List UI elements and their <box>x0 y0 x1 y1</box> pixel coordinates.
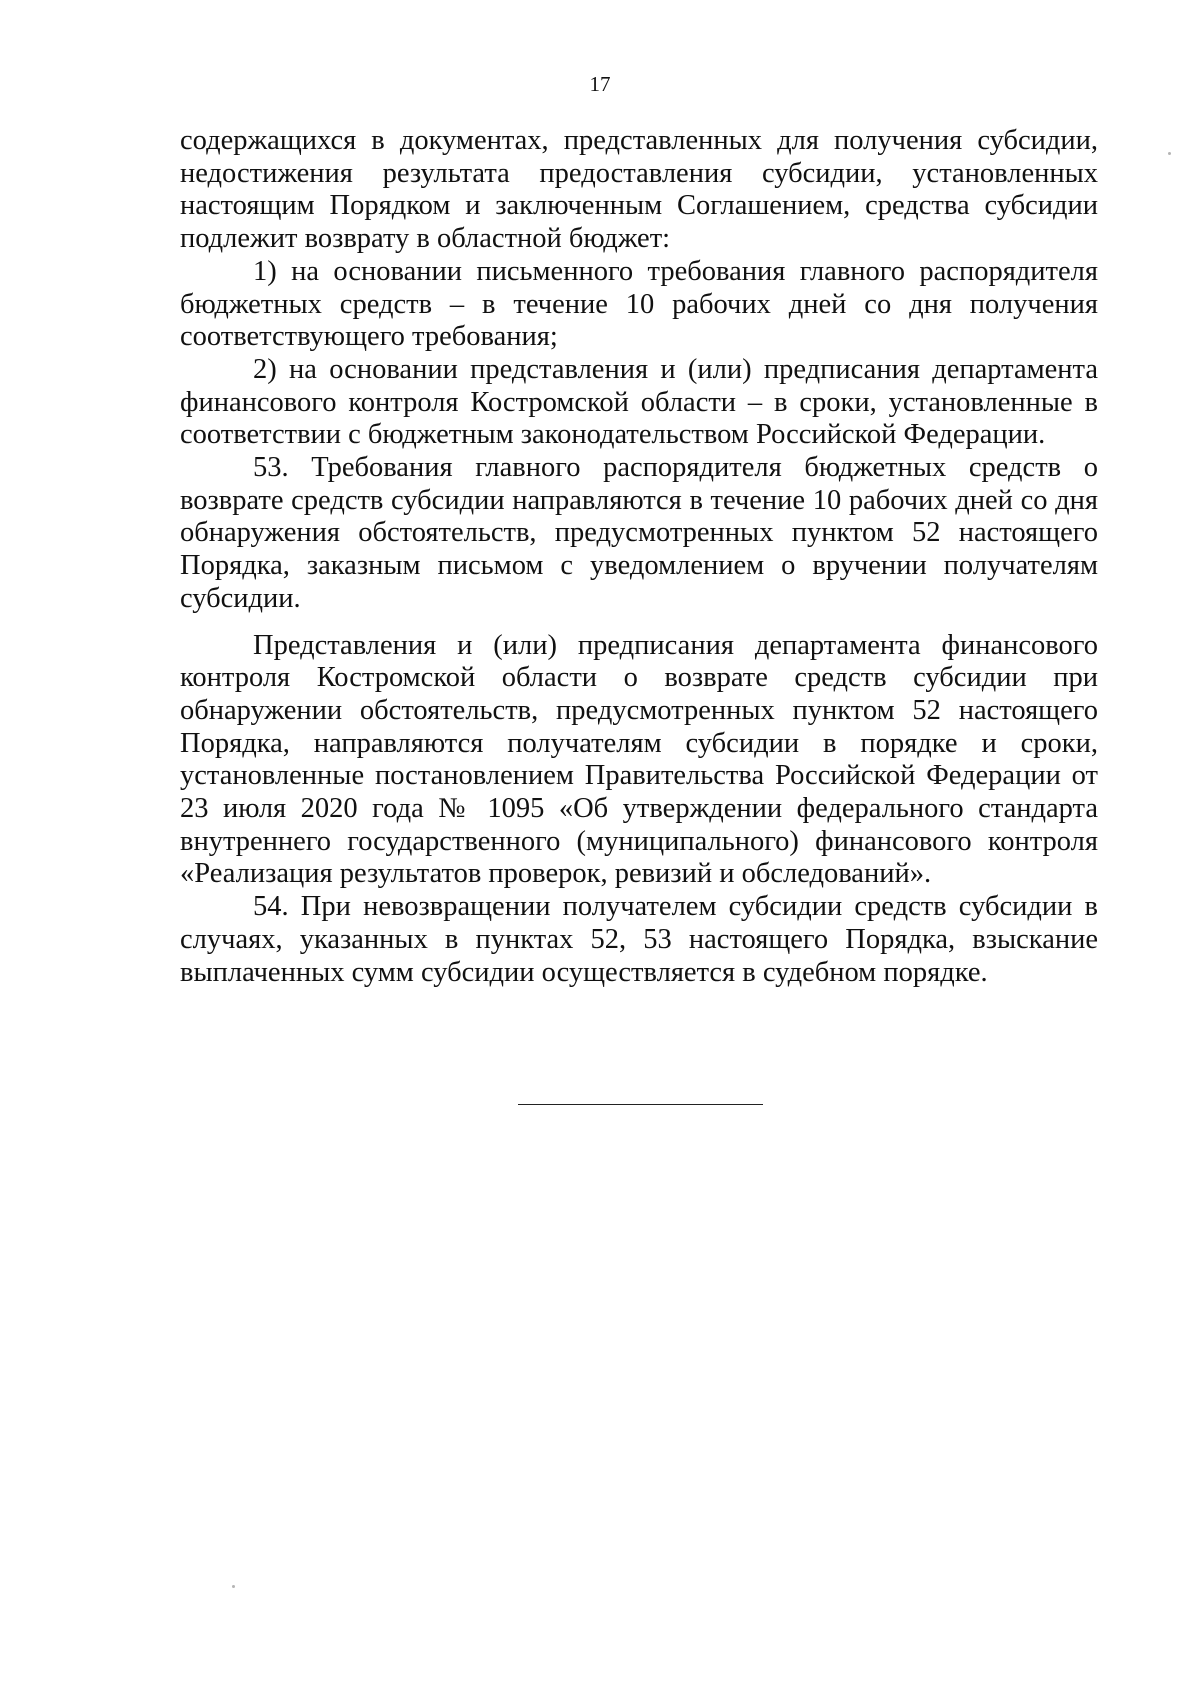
paragraph-clause-54: 54. При невозвращении получателем субсидии средств субсидии в случаях, указанных в пунктах 52, 53 настоящего Порядка, взыскание выплаченных сумм субсидии осуществляется в судебном порядке. <box>180 891 1098 988</box>
paragraph-continuation: содержащихся в документах, представленных для получения субсидии, недостижения результата предоставления субсидии, установленных настоящим Порядком и заключенным Соглашением, средства субсидии подлежит возврату в областной бюджет: <box>180 125 1098 255</box>
document-body <box>180 125 1098 989</box>
scan-speck <box>232 1585 235 1588</box>
paragraph-clause-53-continued: Представления и (или) предписания департамента финансового контроля Костромской области о возврате средств субсидии при обнаружении обстоятельств, предусмотренных пунктом 52 настоящего Порядка, направляются получателям субсидии в порядке и сроки, установленные постановлением Правительства Российской Федерации от 23 июля 2020 года № 1095 «Об утверждении федерального стандарта внутреннего государственного (муниципального) финансового контроля «Реализация результатов проверок, ревизий и обследований». <box>180 629 1098 890</box>
page-number: 17 <box>589 72 611 96</box>
paragraph-clause-53: 53. Требования главного распорядителя бюджетных средств о возврате средств субсидии направляются в течение 10 рабочих дней со дня обнаружения обстоятельств, предусмотренных пунктом 52 настоящего Порядка, заказным письмом с уведомлением о вручении получателям субсидии. <box>180 452 1098 614</box>
scan-speck <box>1168 152 1171 155</box>
end-of-text-rule <box>518 1104 763 1105</box>
paragraph-item-1: 1) на основании письменного требования главного распорядителя бюджетных средств – в течение 10 рабочих дней со дня получения соответствующего требования; <box>180 255 1098 353</box>
paragraph-item-2: 2) на основании представления и (или) предписания департамента финансового контроля Костромской области – в сроки, установленные в соответствии с бюджетным законодательством Российской Федерации. <box>180 353 1098 451</box>
